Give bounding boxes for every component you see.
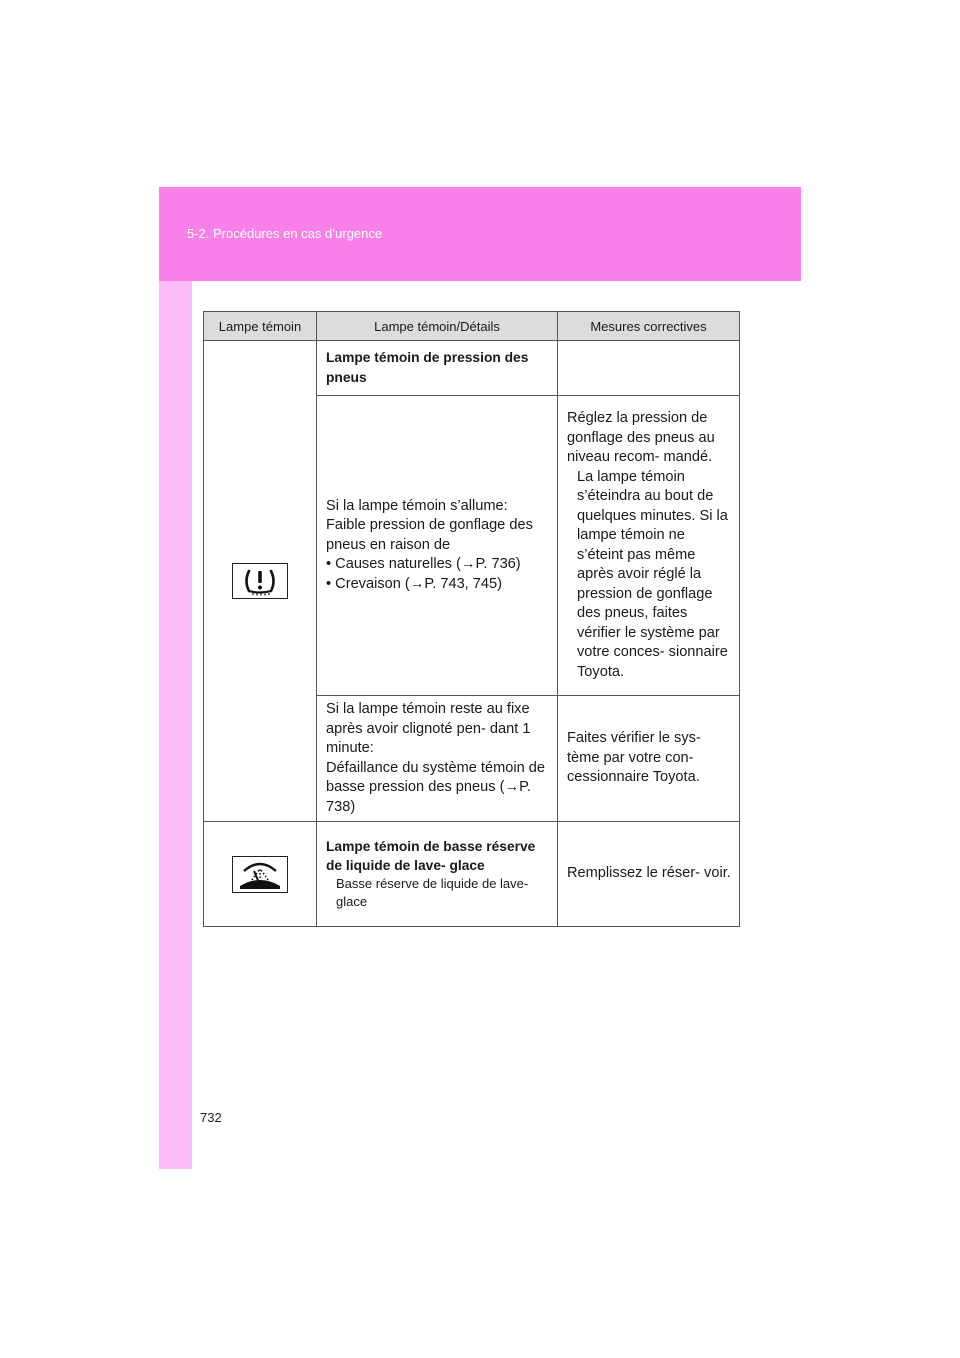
washer-fluid-warning-icon	[232, 856, 288, 893]
case1-action-note: La lampe témoin s’éteindra au bout de quelques minutes. Si la lampe témoin ne s’éteint pas même après avoir réglé la pression de gonflage des pneus, faites vérifier le système par votre conces- sionnaire Toyota.	[577, 468, 728, 680]
section-title: 5-2. Procédures en cas d’urgence	[187, 226, 383, 241]
case1-bullet-puncture: • Crevaison (→P. 743, 745)	[326, 575, 503, 592]
case1-detail: Faible pression de gonflage des pneus en raison de	[326, 517, 533, 553]
table-row	[204, 341, 740, 396]
table-row	[204, 822, 740, 927]
washer-fluid-title: Lampe témoin de basse réserve de liquide de lave- glace	[326, 839, 536, 873]
page-number: 732	[200, 1110, 222, 1125]
washer-fluid-action: Remplissez le réser- voir.	[558, 822, 740, 927]
header-details: Lampe témoin/Détails	[317, 312, 558, 341]
tire-pressure-warning-icon	[232, 563, 288, 599]
tire-pressure-icon-cell	[204, 341, 317, 822]
tire-pressure-title-action-cell	[558, 341, 740, 396]
case2-condition: Si la lampe témoin reste au fixe après avoir clignoté pen- dant 1 minute:	[326, 701, 531, 756]
header-actions: Mesures correctives	[558, 312, 740, 341]
header-lamp: Lampe témoin	[204, 312, 317, 341]
tire-pressure-case1-details	[317, 396, 558, 696]
table-header-row	[204, 312, 740, 341]
tire-pressure-case1-action	[558, 396, 740, 696]
case1-action: Réglez la pression de gonflage des pneus au niveau recom- mandé.	[567, 410, 715, 465]
case1-condition: Si la lampe témoin s’allume:	[326, 497, 508, 514]
side-strip	[159, 281, 192, 1169]
tire-pressure-case2-details	[317, 696, 558, 822]
tire-pressure-case2-action: Faites vérifier le sys- tème par votre con- cessionnaire Toyota.	[558, 696, 740, 822]
washer-fluid-details	[317, 822, 558, 927]
washer-fluid-detail: Basse réserve de liquide de lave-glace	[336, 876, 529, 909]
case2-detail: Défaillance du système témoin de basse pression des pneus (→P. 738)	[326, 759, 546, 815]
washer-fluid-icon-cell	[204, 822, 317, 927]
tire-pressure-title-cell	[317, 341, 558, 396]
tire-pressure-title: Lampe témoin de pression des pneus	[326, 349, 529, 385]
warning-lights-table	[203, 311, 740, 927]
case1-bullet-natural: • Causes naturelles (→P. 736)	[326, 556, 521, 573]
